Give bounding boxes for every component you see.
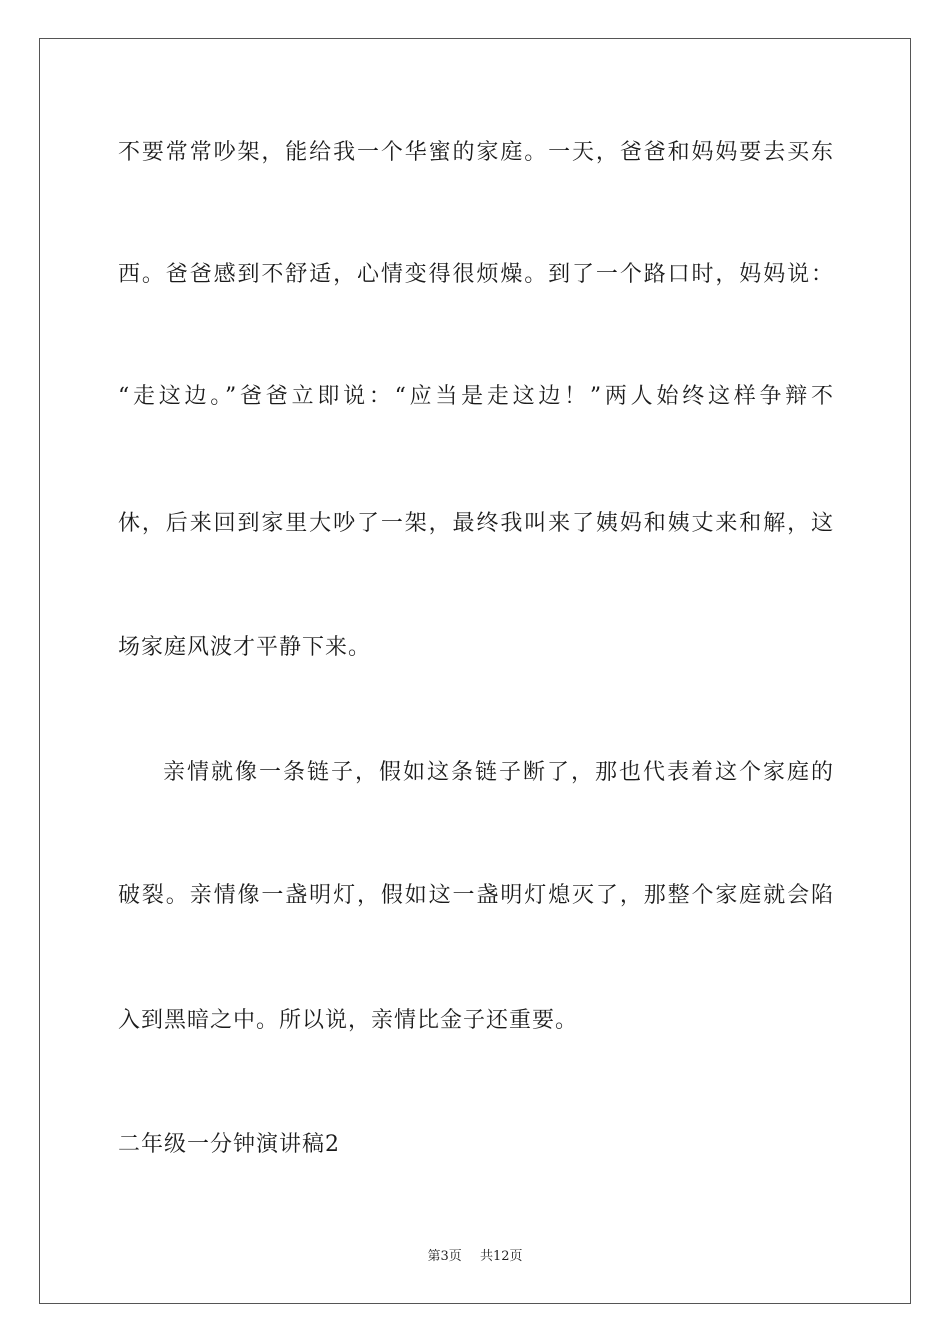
page-number-total: 共12页 (479, 1249, 523, 1264)
section-heading: 二年级一分钟演讲稿2 (118, 1132, 340, 1157)
body-line-6: 亲情就像一条链子，假如这条链子断了，那也代表着这个家庭的 (163, 760, 834, 785)
body-line-3: “走这边。”爸爸立即说：“应当是走这边！”两人始终这样争辩不 (118, 384, 834, 409)
body-line-2: 西。爸爸感到不舒适，心情变得很烦燥。到了一个路口时，妈妈说： (118, 262, 834, 287)
page-frame (39, 38, 911, 1304)
body-line-1: 不要常常吵架，能给我一个华蜜的家庭。一天，爸爸和妈妈要去买东 (118, 140, 834, 165)
body-line-7: 破裂。亲情像一盏明灯，假如这一盏明灯熄灭了，那整个家庭就会陷 (118, 883, 834, 908)
body-line-4: 休，后来回到家里大吵了一架，最终我叫来了姨妈和姨丈来和解，这 (118, 511, 834, 536)
page-footer (0, 1248, 950, 1266)
page-number-current: 第3页 (427, 1249, 462, 1264)
body-line-8: 入到黑暗之中。所以说，亲情比金子还重要。 (118, 1008, 579, 1033)
body-line-5: 场家庭风波才平静下来。 (118, 635, 372, 660)
